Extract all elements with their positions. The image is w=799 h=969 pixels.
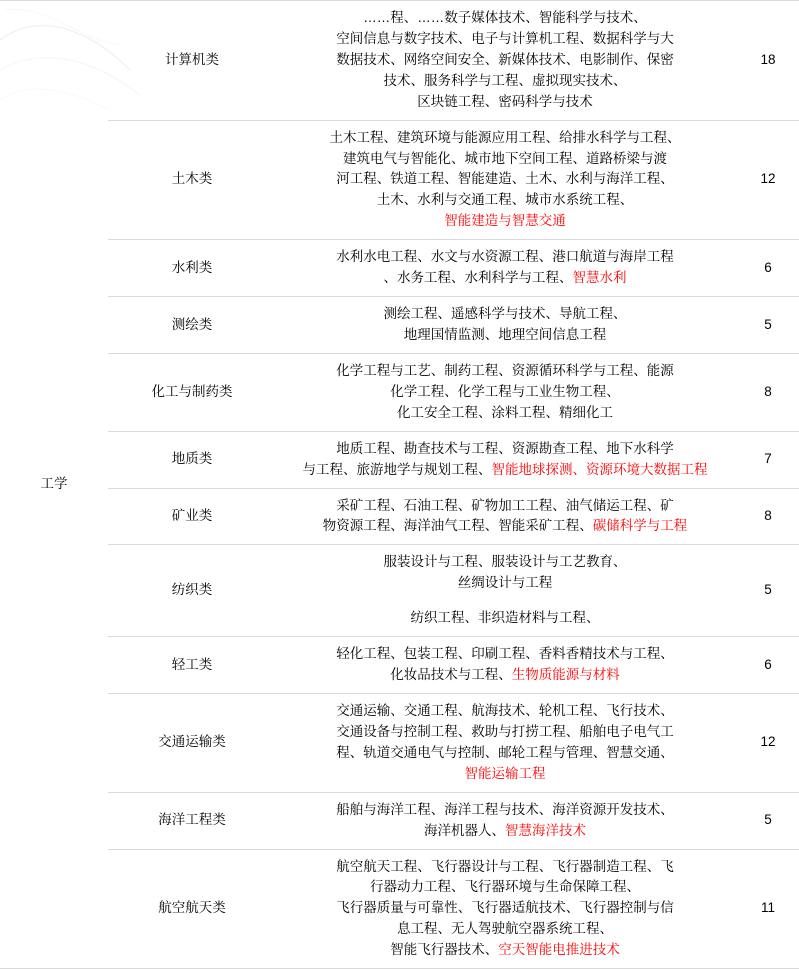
majors-line: 化学工程、化学工程与工业生物工程、 [390,383,620,399]
majors-line: 河工程、铁道工程、智能建造、土木、水利与海洋工程、 [336,171,674,187]
majors-cell-3 [276,297,734,354]
majors-line: 飞行器质量与可靠性、飞行器适航技术、飞行器控制与信 [336,900,674,916]
count-cell-11: 11 [734,849,799,969]
majors-line [280,268,730,289]
class-label: 矿业类 [171,507,213,523]
table-row [0,637,799,694]
majors-cell-10 [276,792,734,849]
count-cell-5: 7 [734,431,799,488]
majors-text: 海洋机器人、 [424,822,505,838]
class-cell-2 [108,240,276,297]
majors-line [280,460,730,481]
majors-line: 空间信息与数字技术、电子与计算机工程、数据科学与大 [336,30,674,46]
majors-line: 技术、服务科学与工程、虚拟现实技术、 [383,72,627,88]
majors-line: 化学工程与工艺、制药工程、资源循环科学与工程、能源 [336,362,674,378]
table-row [0,120,799,240]
majors-line: 地理国情监测、地理空间信息工程 [403,326,607,342]
class-cell-10 [108,792,276,849]
table-row [0,488,799,545]
count-cell-4: 8 [734,353,799,431]
majors-line [280,665,730,686]
class-cell-3 [108,297,276,354]
majors-line: 轻化工程、包装工程、印刷工程、香料香精技术与工程、 [336,646,674,662]
count-cell-7: 5 [734,545,799,637]
majors-text-highlight: 智能地球探测、资源环境大数据工程 [491,461,708,477]
table-row [0,693,799,792]
class-label: 化工与制药类 [151,383,233,399]
majors-line: 行器动力工程、飞行器环境与生命保障工程、 [370,879,640,895]
majors-line: 水利水电工程、水文与水资源工程、港口航道与海岸工程 [336,249,674,265]
majors-line: 土木工程、建筑环境与能源应用工程、给排水科学与工程、 [329,129,681,145]
count-cell-8: 6 [734,637,799,694]
majors-line: 测绘工程、遥感科学与技术、导航工程、 [383,306,627,322]
majors-line: 服装设计与工程、服装设计与工艺教育、 [383,554,627,570]
majors-line: 航空航天工程、飞行器设计与工程、飞行器制造工程、飞 [336,858,674,874]
majors-cell-7 [276,545,734,637]
category-cell: 工学 [0,1,108,969]
majors-cell-8 [276,637,734,694]
class-label: 计算机类 [165,51,219,67]
majors-cell-0 [276,1,734,121]
majors-text-highlight: 生物质能源与材料 [511,667,620,683]
count-cell-2: 6 [734,240,799,297]
class-cell-11 [108,849,276,969]
table-row [0,297,799,354]
majors-text-highlight: 碳储科学与工程 [592,518,688,534]
table-row [0,431,799,488]
majors-line-highlight: 智能运输工程 [464,765,546,781]
class-label: 地质类 [171,451,213,467]
table-row [0,792,799,849]
majors-line: 建筑电气与智能化、城市地下空间工程、道路桥梁与渡 [343,150,667,166]
class-label: 土木类 [171,171,213,187]
class-cell-7 [108,545,276,637]
class-cell-8 [108,637,276,694]
count-cell-9: 12 [734,693,799,792]
class-cell-9 [108,693,276,792]
majors-cell-9 [276,693,734,792]
class-label: 轻工类 [171,656,213,672]
class-label: 纺织类 [171,582,213,598]
class-cell-1 [108,120,276,240]
majors-cell-2 [276,240,734,297]
majors-line: ……程、……数子媒体技术、智能科学与技术、 [363,10,647,25]
table-row [0,353,799,431]
class-label: 海洋工程类 [158,812,226,828]
table-row [0,849,799,969]
count-cell-1: 12 [734,120,799,240]
count-cell-0: 18 [734,1,799,121]
table-row [0,545,799,637]
majors-text: 与工程、旅游地学与规划工程、 [302,461,492,477]
majors-line: 数据技术、网络空间安全、新媒体技术、电影制作、保密 [336,51,674,67]
class-cell-0 [108,1,276,121]
majors-cell-5 [276,431,734,488]
majors-line: 交通运输、交通工程、航海技术、轮机工程、飞行技术、 [336,702,674,718]
majors-text: 、水务工程、水利科学与工程、 [383,270,573,286]
majors-line [280,516,730,537]
class-cell-5 [108,431,276,488]
majors-line [280,821,730,842]
majors-text: 化妆品技术与工程、 [390,667,512,683]
class-label: 水利类 [171,259,213,275]
majors-line: 区块链工程、密码科学与技术 [417,93,593,109]
class-label: 交通运输类 [158,734,226,750]
majors-text: 智能飞行器技术、 [390,942,499,958]
majors-cell-4 [276,353,734,431]
majors-line: 程、轨道交通电气与控制、邮轮工程与管理、智慧交通、 [336,744,674,760]
majors-table-body [0,1,799,969]
majors-line: 船舶与海洋工程、海洋工程与技术、海洋资源开发技术、 [336,801,674,817]
class-label: 航空航天类 [158,900,226,916]
class-cell-4 [108,353,276,431]
majors-text-highlight: 智慧海洋技术 [505,822,586,838]
majors-line: 采矿工程、石油工程、矿物加工工程、油气储运工程、矿 [336,497,674,513]
majors-cell-6 [276,488,734,545]
class-label: 测绘类 [171,316,213,332]
count-cell-10: 5 [734,792,799,849]
majors-line: 地质工程、勘查技术与工程、资源勘查工程、地下水科学 [336,440,674,456]
majors-line: 交通设备与控制工程、救助与打捞工程、船舶电子电气工 [336,723,674,739]
count-cell-3: 5 [734,297,799,354]
majors-line: 纺织工程、非织造材料与工程、 [410,610,600,626]
class-cell-6 [108,488,276,545]
majors-cell-1 [276,120,734,240]
majors-line [280,940,730,961]
majors-line: 息工程、无人驾驶航空器系统工程、 [397,921,613,937]
line-gap [280,594,730,608]
majors-line: 丝绸设计与工程 [457,575,553,591]
majors-text: 物资源工程、海洋油气工程、智能采矿工程、 [322,518,593,534]
majors-line: 土木、水利与交通工程、城市水系统工程、 [376,192,634,208]
majors-text-highlight: 智慧水利 [572,270,627,286]
table-row [0,1,799,121]
majors-line-highlight: 智能建造与智慧交通 [444,213,566,229]
majors-cell-11 [276,849,734,969]
count-cell-6: 8 [734,488,799,545]
majors-text-highlight: 空天智能电推进技术 [498,942,620,958]
table-row [0,240,799,297]
majors-line: 化工安全工程、涂料工程、精细化工 [397,404,613,420]
